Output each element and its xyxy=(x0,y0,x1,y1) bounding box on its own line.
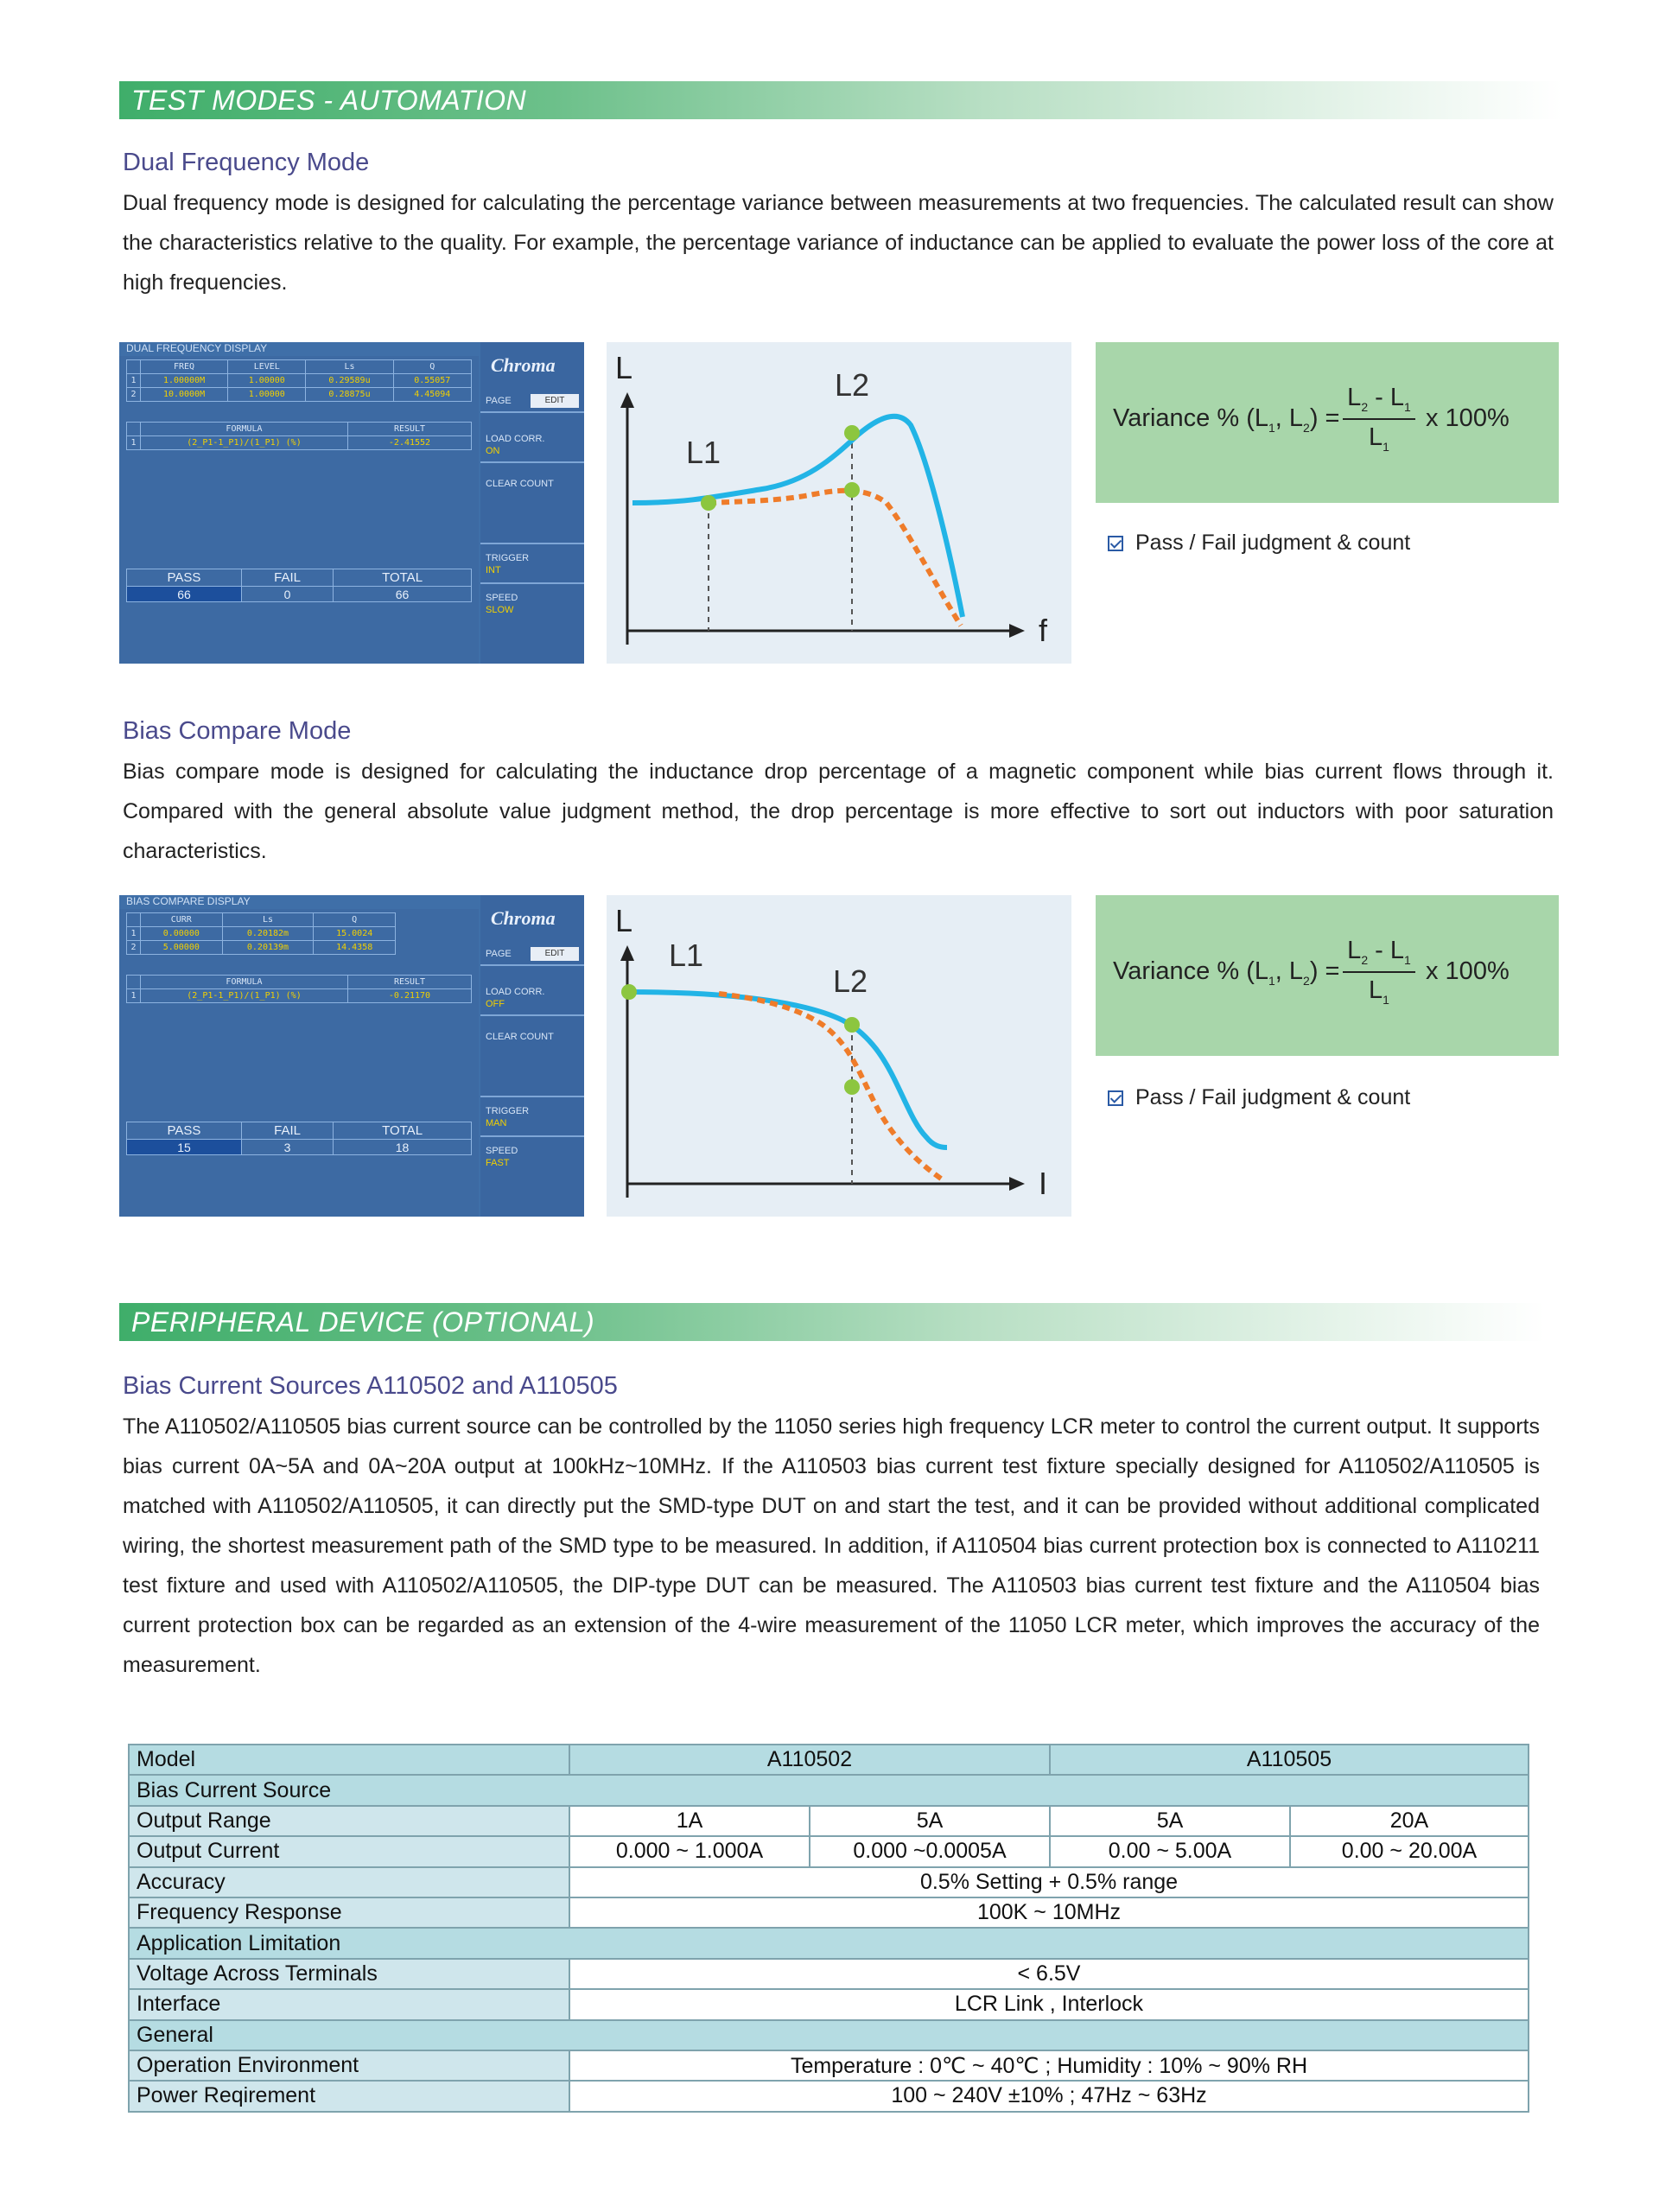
section-banner-peripheral: PERIPHERAL DEVICE (OPTIONAL) xyxy=(119,1303,1545,1341)
dual-frequency-description: Dual frequency mode is designed for calculating the percentage variance between measurements at two frequencies. The calculated result can show the characteristics relative to the quality. For example, the percentage variance of inductance can be applied to evaluate the power loss of the core at high frequencies. xyxy=(123,191,1554,295)
load-corr-softkey[interactable]: LOAD CORR. xyxy=(486,987,545,997)
point-l2-meas xyxy=(844,482,860,498)
pass-fail-text: Pass / Fail judgment & count xyxy=(1135,531,1411,555)
speed-softkey[interactable]: SPEED xyxy=(486,1146,518,1156)
den-l: L xyxy=(1369,423,1383,451)
cell: 0.20139m xyxy=(222,941,314,955)
point-l2-ref xyxy=(844,1017,860,1033)
result-cell: -0.21170 xyxy=(348,989,472,1003)
speed-value: SLOW xyxy=(486,605,514,615)
cell: 10.0000M xyxy=(141,388,228,402)
spec-label: Model xyxy=(129,1745,569,1775)
measurement-table xyxy=(126,359,472,402)
trigger-softkey[interactable]: TRIGGER xyxy=(486,1106,530,1116)
x-axis-arrow xyxy=(1009,1177,1025,1191)
spec-cell: Temperature : 0℃ ~ 40℃ ; Humidity : 10% ~ 90% RH xyxy=(569,2050,1529,2081)
spec-label: Operation Environment xyxy=(129,2050,569,2081)
speed-value: FAST xyxy=(486,1158,510,1168)
reference-curve xyxy=(629,992,947,1147)
den-l: L xyxy=(1369,976,1383,1004)
screen-main-area xyxy=(119,909,479,1217)
formula-equals: ) = xyxy=(1309,404,1340,432)
formula-subscript: 2 xyxy=(1303,973,1310,988)
fraction-bar xyxy=(1343,971,1415,973)
row-index: 2 xyxy=(127,941,141,955)
spec-label: Interface xyxy=(129,1989,569,2019)
cell: 15.0024 xyxy=(314,927,396,941)
formula-header: FORMULA xyxy=(141,976,348,989)
pass-label: PASS xyxy=(127,1122,242,1140)
row-index: 2 xyxy=(127,388,141,402)
fail-count: 3 xyxy=(241,1140,333,1155)
den-sub: 1 xyxy=(1382,992,1389,1007)
formula-prefix: Variance % (L xyxy=(1113,404,1268,432)
row-index: 1 xyxy=(127,989,141,1003)
formula-suffix: x 100% xyxy=(1426,404,1510,432)
bias-compare-heading: Bias Compare Mode xyxy=(123,717,352,745)
formula-denominator xyxy=(1343,976,1415,1007)
spec-cell: 100 ~ 240V ±10% ; 47Hz ~ 63Hz xyxy=(569,2081,1529,2111)
chroma-logo: Chroma xyxy=(491,907,556,929)
checkbox-icon xyxy=(1108,536,1123,551)
page-label: PAGE xyxy=(486,396,512,406)
bias-compare-screen xyxy=(119,895,584,1217)
divider xyxy=(480,1135,584,1137)
point-l2-ref xyxy=(844,425,860,441)
spec-cell: 0.00 ~ 20.00A xyxy=(1290,1836,1529,1866)
point-l1 xyxy=(621,984,637,1000)
result-header: RESULT xyxy=(348,976,472,989)
total-label: TOTAL xyxy=(334,1122,472,1140)
chroma-logo: Chroma xyxy=(491,354,556,376)
formula-denominator xyxy=(1343,423,1415,454)
x-axis-arrow xyxy=(1009,624,1025,638)
col-header: LEVEL xyxy=(228,360,306,374)
fraction-bar xyxy=(1343,418,1415,420)
den-sub: 1 xyxy=(1382,439,1389,454)
pass-label: PASS xyxy=(127,569,242,587)
point-l1 xyxy=(701,495,716,511)
label-l2: L2 xyxy=(833,963,868,999)
measured-curve xyxy=(709,491,961,626)
variance-formula xyxy=(1113,404,1340,435)
speed-softkey[interactable]: SPEED xyxy=(486,593,518,603)
num-sub: 1 xyxy=(1404,399,1411,414)
trigger-softkey[interactable]: TRIGGER xyxy=(486,553,530,563)
bias-sources-description: The A110502/A110505 bias current source can be controlled by the 11050 series high frequency LCR meter to control the current output. It supports bias current 0A~5A and 0A~20A output at 100kHz~10MHz. If the A110503 bias current test fixture specially designed for A110502/A110505 is matched with A110502/A110505, it can directly put the SMD-type DUT on and start the test, and it can be provided without additional complicated wiring, the shortest measurement path of the SMD type to be measured. In addition, if A110504 bias current protection box is connected to A110211 test fixture and used with A110502/A110505, the DIP-type DUT can be measured. The A110503 bias current test fixture and the A110504 bias current protection box can be regarded as an extension of the 4-wire measurement of the 11050 LCR meter, which improves the accuracy of the measurement. xyxy=(123,1414,1540,1677)
result-header: RESULT xyxy=(348,423,472,436)
dual-pass-fail-note xyxy=(1108,531,1410,556)
cell: 14.4358 xyxy=(314,941,396,955)
formula-table xyxy=(126,422,472,450)
spec-cell: 0.5% Setting + 0.5% range xyxy=(569,1867,1529,1897)
fail-label: FAIL xyxy=(241,569,333,587)
cell: 0.20182m xyxy=(222,927,314,941)
spec-cell: 0.000 ~0.0005A xyxy=(810,1836,1050,1866)
num-sub: 2 xyxy=(1361,952,1369,967)
pass-fail-counts xyxy=(126,1122,472,1155)
cell: 1.00000M xyxy=(141,374,228,388)
cell: 0.29589u xyxy=(306,374,393,388)
spec-section-general: General xyxy=(129,2020,1529,2050)
fail-count: 0 xyxy=(241,587,333,602)
screen-title: BIAS COMPARE DISPLAY xyxy=(126,895,251,907)
load-corr-softkey[interactable]: LOAD CORR. xyxy=(486,434,545,444)
cell: 4.45094 xyxy=(393,388,471,402)
spec-model-b: A110505 xyxy=(1050,1745,1529,1775)
label-l1: L1 xyxy=(669,938,704,973)
pass-fail-counts xyxy=(126,569,472,602)
spec-label: Frequency Response xyxy=(129,1897,569,1928)
label-l2: L2 xyxy=(835,367,870,403)
dual-frequency-screen xyxy=(119,342,584,664)
formula-table xyxy=(126,975,472,1003)
divider xyxy=(480,1096,584,1097)
edit-softkey[interactable]: EDIT xyxy=(531,394,579,408)
spec-label: Accuracy xyxy=(129,1867,569,1897)
result-cell: -2.41552 xyxy=(348,436,472,450)
label-l1: L1 xyxy=(686,435,721,470)
formula-prefix: Variance % (L xyxy=(1113,957,1268,985)
num-minus: - L xyxy=(1368,937,1405,964)
clear-count-softkey[interactable]: CLEAR COUNT xyxy=(486,1032,554,1042)
spec-label: Output Current xyxy=(129,1836,569,1866)
spec-label: Output Range xyxy=(129,1806,569,1836)
spec-cell: 5A xyxy=(810,1806,1050,1836)
formula-header: FORMULA xyxy=(141,423,348,436)
bias-compare-description: Bias compare mode is designed for calculating the inductance drop percentage of a magnetic component while bias current flows through it. Compared with the general absolute value judgment method, the drop percentage is more effective to sort out inductors with poor saturation characteristics. xyxy=(123,760,1554,863)
cell: 1.00000 xyxy=(228,374,306,388)
y-axis-arrow xyxy=(620,945,634,961)
total-label: TOTAL xyxy=(334,569,472,587)
measured-curve xyxy=(719,994,944,1180)
row-index: 1 xyxy=(127,436,141,450)
screen-softkey-panel xyxy=(480,342,584,664)
num-l: L xyxy=(1347,937,1362,964)
dual-frequency-graph xyxy=(607,342,1071,664)
x-axis-label: I xyxy=(1039,1166,1048,1201)
page-label: PAGE xyxy=(486,949,512,959)
num-minus: - L xyxy=(1368,384,1405,411)
spec-cell: 0.000 ~ 1.000A xyxy=(569,1836,810,1866)
num-sub: 2 xyxy=(1361,399,1369,414)
divider xyxy=(480,1014,584,1016)
pass-count: 15 xyxy=(127,1140,242,1155)
screen-softkey-panel xyxy=(480,895,584,1217)
variance-formula xyxy=(1113,957,1340,988)
dual-frequency-heading: Dual Frequency Mode xyxy=(123,149,370,176)
bias-variance-formula-box xyxy=(1096,895,1559,1056)
spec-cell: < 6.5V xyxy=(569,1959,1529,1989)
spec-cell: 20A xyxy=(1290,1806,1529,1836)
dual-variance-formula-box xyxy=(1096,342,1559,503)
row-index: 1 xyxy=(127,927,141,941)
formula-cell: (2_P1-1_P1)/(1_P1) (%) xyxy=(141,989,348,1003)
col-header: Ls xyxy=(306,360,393,374)
measurement-table xyxy=(126,912,396,955)
y-axis-label: L xyxy=(615,350,633,385)
x-axis-label: f xyxy=(1039,613,1048,648)
cell: 0.55057 xyxy=(393,374,471,388)
point-l2-meas xyxy=(844,1079,860,1095)
formula-comma: , L xyxy=(1274,404,1304,432)
spec-cell: 1A xyxy=(569,1806,810,1836)
bias-pass-fail-note xyxy=(1108,1085,1410,1110)
spec-section-application-limitation: Application Limitation xyxy=(129,1928,1529,1958)
clear-count-softkey[interactable]: CLEAR COUNT xyxy=(486,479,554,489)
col-header: Ls xyxy=(222,913,314,927)
formula-subscript: 2 xyxy=(1303,420,1310,435)
total-count: 18 xyxy=(334,1140,472,1155)
load-corr-value: OFF xyxy=(486,999,505,1009)
load-corr-value: ON xyxy=(486,446,500,456)
spec-cell: 5A xyxy=(1050,1806,1290,1836)
divider xyxy=(480,964,584,966)
spec-cell: 0.00 ~ 5.00A xyxy=(1050,1836,1290,1866)
edit-softkey[interactable]: EDIT xyxy=(531,947,579,961)
formula-cell: (2_P1-1_P1)/(1_P1) (%) xyxy=(141,436,348,450)
formula-subscript: 1 xyxy=(1268,420,1275,435)
cell: 0.00000 xyxy=(141,927,223,941)
divider xyxy=(480,461,584,463)
spec-table xyxy=(128,1744,1529,2113)
cell: 5.00000 xyxy=(141,941,223,955)
y-axis-arrow xyxy=(620,392,634,408)
spec-cell: 100K ~ 10MHz xyxy=(569,1897,1529,1928)
divider xyxy=(480,411,584,413)
num-sub: 1 xyxy=(1404,952,1411,967)
spec-section-bias-current-source: Bias Current Source xyxy=(129,1775,1529,1805)
col-header: CURR xyxy=(141,913,223,927)
screen-title: DUAL FREQUENCY DISPLAY xyxy=(126,342,268,354)
divider xyxy=(480,582,584,584)
total-count: 66 xyxy=(334,587,472,602)
checkbox-icon xyxy=(1108,1090,1123,1106)
trigger-value: MAN xyxy=(486,1118,507,1128)
spec-label: Power Reqirement xyxy=(129,2081,569,2111)
col-header: Q xyxy=(393,360,471,374)
num-l: L xyxy=(1347,384,1362,411)
row-index: 1 xyxy=(127,374,141,388)
formula-suffix: x 100% xyxy=(1426,957,1510,985)
screen-main-area xyxy=(119,356,479,664)
col-header: Q xyxy=(314,913,396,927)
spec-label: Voltage Across Terminals xyxy=(129,1959,569,1989)
fail-label: FAIL xyxy=(241,1122,333,1140)
divider xyxy=(480,543,584,544)
formula-numerator xyxy=(1343,384,1415,414)
pass-fail-text: Pass / Fail judgment & count xyxy=(1135,1085,1411,1109)
pass-count: 66 xyxy=(127,587,242,602)
bias-sources-heading: Bias Current Sources A110502 and A110505 xyxy=(123,1372,618,1400)
reference-curve xyxy=(632,416,963,617)
cell: 0.28875u xyxy=(306,388,393,402)
spec-cell: LCR Link , Interlock xyxy=(569,1989,1529,2019)
col-header: FREQ xyxy=(141,360,228,374)
section-banner-test-modes: TEST MODES - AUTOMATION xyxy=(119,81,1562,119)
cell: 1.00000 xyxy=(228,388,306,402)
formula-comma: , L xyxy=(1274,957,1304,985)
trigger-value: INT xyxy=(486,565,501,575)
formula-numerator xyxy=(1343,937,1415,967)
spec-model-a: A110502 xyxy=(569,1745,1050,1775)
bias-compare-graph xyxy=(607,895,1071,1217)
y-axis-label: L xyxy=(615,903,633,938)
formula-subscript: 1 xyxy=(1268,973,1275,988)
formula-equals: ) = xyxy=(1309,957,1340,985)
